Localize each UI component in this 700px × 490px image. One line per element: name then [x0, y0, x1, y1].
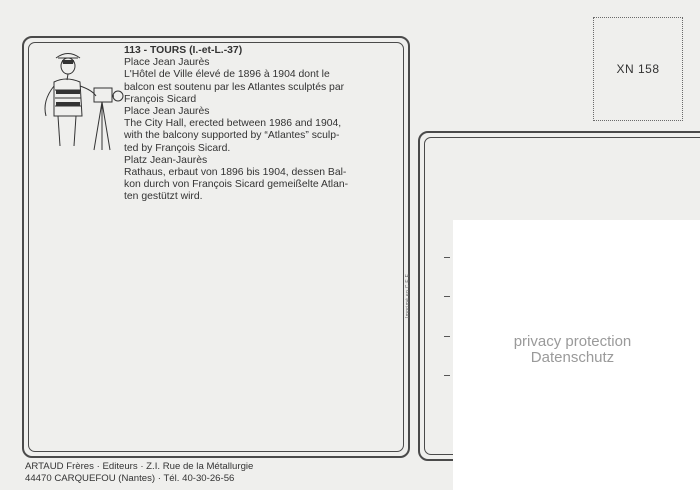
address-line	[444, 296, 450, 297]
privacy-line-1: privacy protection	[513, 333, 632, 350]
publisher-line-1: ARTAUD Frères · Editeurs · Z.I. Rue de la Métallurgie	[25, 461, 254, 472]
caption-line: François Sicard	[124, 93, 197, 105]
caption-line: with the balcony supported by “Atlantes” sculp-	[124, 130, 340, 142]
address-line	[444, 257, 450, 258]
privacy-watermark	[455, 334, 690, 366]
caption-line: kon durch von François Sicard gemeißelte Atlan-	[124, 179, 349, 191]
caption-line: ted by François Sicard.	[124, 142, 231, 154]
caption-line: The City Hall, erected between 1986 and 1904,	[124, 118, 342, 130]
caption-line: Place Jean Jaurès	[124, 57, 210, 69]
address-line	[444, 336, 450, 337]
photographer-illustration	[40, 46, 128, 154]
caption-line: ten gestützt wird.	[124, 191, 203, 203]
caption-line: Platz Jean-Jaurès	[124, 154, 208, 166]
stamp-box	[593, 17, 683, 121]
stamp-code: XN 158	[616, 62, 660, 76]
caption-title: 113 - TOURS (I.-et-L.-37)	[124, 45, 243, 56]
imprint-note: Imprimé en C.E.E.	[405, 272, 411, 318]
caption-line: Rathaus, erbaut von 1896 bis 1904, dessen Bal-	[124, 167, 347, 179]
caption-line: L'Hôtel de Ville élevé de 1896 à 1904 dont le	[124, 69, 330, 81]
caption-line: balcon est soutenu par les Atlantes sculptés par	[124, 81, 345, 93]
caption-line: Place Jean Jaurès	[124, 106, 210, 118]
address-line	[444, 375, 450, 376]
publisher-line-2: 44470 CARQUEFOU (Nantes) · Tél. 40-30-26-56	[25, 473, 235, 484]
publisher-footer	[25, 461, 253, 485]
privacy-line-2: Datenschutz	[530, 349, 615, 366]
caption	[124, 45, 406, 204]
